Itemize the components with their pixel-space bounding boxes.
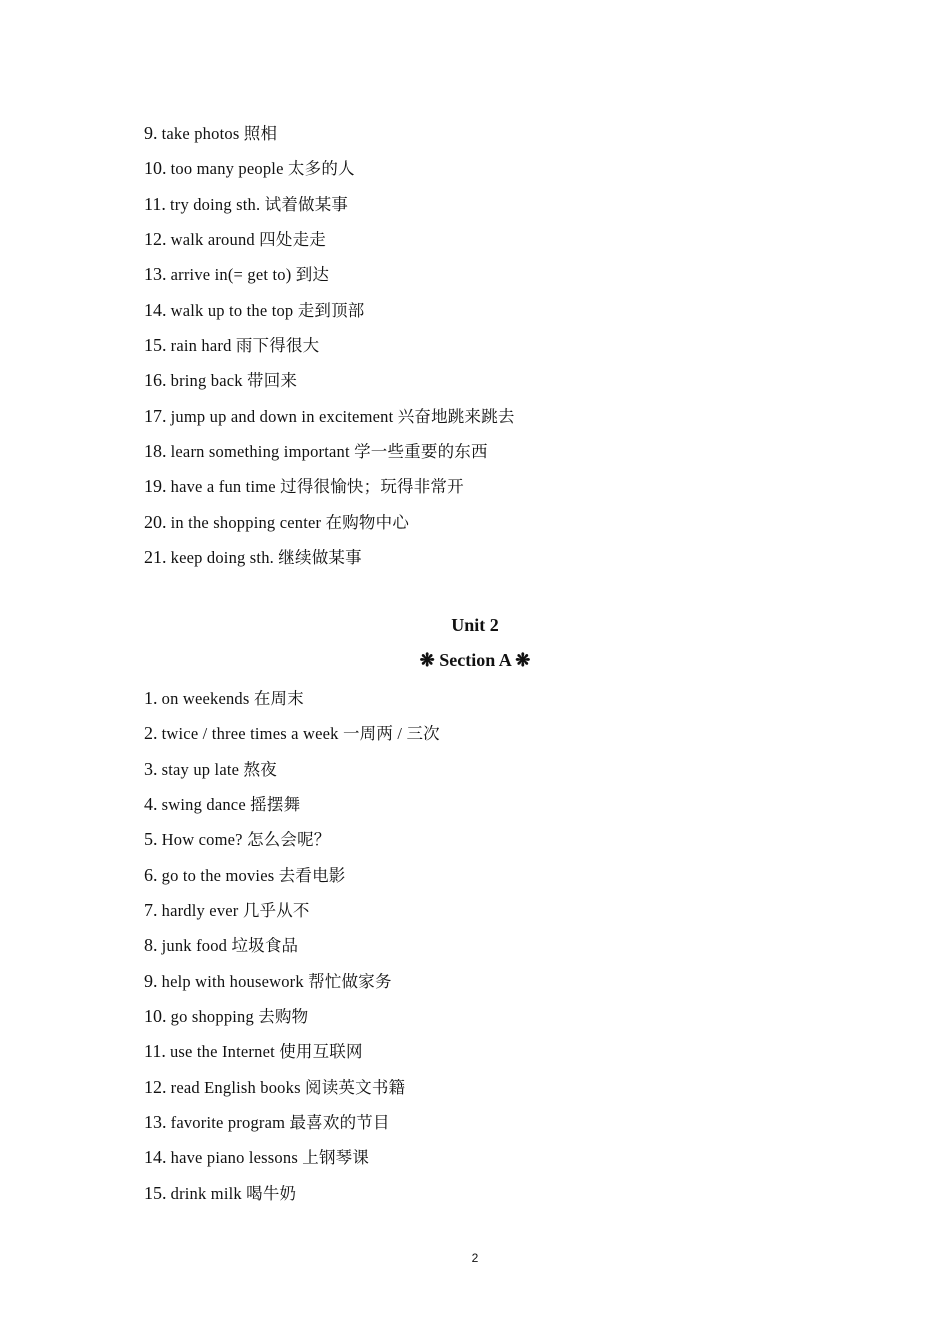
item-number: 12. bbox=[144, 229, 167, 250]
item-text: favorite program 最喜欢的节目 bbox=[170, 1113, 390, 1133]
list-item bbox=[144, 153, 844, 188]
item-text: rain hard 雨下得很大 bbox=[170, 336, 320, 356]
list-item bbox=[144, 789, 844, 824]
item-text: junk food 垃圾食品 bbox=[161, 936, 299, 956]
item-text: use the Internet 使用互联网 bbox=[169, 1042, 363, 1062]
item-number: 9. bbox=[144, 123, 158, 143]
item-text: swing dance 摇摆舞 bbox=[161, 795, 301, 815]
item-text: have a fun time 过得很愉快；玩得非常开 bbox=[170, 477, 464, 497]
phrase-list-unit-2-section-a bbox=[144, 683, 844, 1213]
item-number: 1. bbox=[144, 688, 158, 708]
item-text: have piano lessons 上钢琴课 bbox=[170, 1148, 370, 1168]
item-text: hardly ever 几乎从不 bbox=[161, 901, 310, 921]
section-title: ❋ Section A ❋ bbox=[419, 650, 531, 670]
item-number: 15. bbox=[144, 335, 167, 356]
item-number: 8. bbox=[144, 935, 158, 956]
item-number: 7. bbox=[144, 900, 158, 921]
item-number: 4. bbox=[144, 794, 158, 815]
list-item bbox=[144, 295, 844, 330]
list-item bbox=[144, 824, 844, 859]
item-number: 13. bbox=[144, 1112, 167, 1133]
list-item bbox=[144, 1036, 844, 1071]
item-number: 11. bbox=[144, 193, 166, 214]
item-number: 13. bbox=[144, 264, 167, 285]
item-text: walk up to the top 走到顶部 bbox=[170, 300, 365, 320]
item-number: 10. bbox=[144, 158, 167, 179]
list-item bbox=[144, 507, 844, 542]
list-item bbox=[144, 401, 844, 436]
item-text: go shopping 去购物 bbox=[170, 1007, 309, 1027]
item-number: 6. bbox=[144, 864, 158, 885]
list-item bbox=[144, 1001, 844, 1036]
page-number: 2 bbox=[471, 1251, 479, 1265]
list-item bbox=[144, 754, 844, 789]
item-number: 21. bbox=[144, 547, 167, 568]
item-number: 19. bbox=[144, 476, 167, 497]
item-text: try doing sth. 试着做某事 bbox=[169, 194, 349, 214]
list-item bbox=[144, 224, 844, 259]
item-number: 10. bbox=[144, 1006, 167, 1027]
item-number: 17. bbox=[144, 405, 167, 426]
item-number: 18. bbox=[144, 441, 167, 462]
item-text: keep doing sth. 继续做某事 bbox=[170, 548, 362, 568]
item-number: 5. bbox=[144, 829, 158, 850]
item-number: 12. bbox=[144, 1076, 167, 1097]
list-item bbox=[144, 683, 844, 718]
item-number: 3. bbox=[144, 758, 158, 779]
list-item bbox=[144, 1107, 844, 1142]
item-text: walk around 四处走走 bbox=[170, 230, 326, 250]
item-text: in the shopping center 在购物中心 bbox=[170, 512, 410, 532]
item-text: on weekends 在周末 bbox=[161, 689, 304, 708]
item-text: too many people 太多的人 bbox=[170, 159, 355, 179]
item-text: drink milk 喝牛奶 bbox=[170, 1183, 297, 1203]
list-item bbox=[144, 259, 844, 294]
list-item bbox=[144, 930, 844, 965]
item-text: bring back 带回来 bbox=[170, 371, 298, 391]
list-item bbox=[144, 118, 844, 153]
item-number: 2. bbox=[144, 723, 158, 744]
list-item bbox=[144, 1178, 844, 1213]
list-item bbox=[144, 895, 844, 930]
unit-title: Unit 2 bbox=[451, 615, 499, 635]
item-number: 11. bbox=[144, 1041, 166, 1062]
item-text: take photos 照相 bbox=[161, 124, 278, 143]
item-number: 15. bbox=[144, 1182, 167, 1203]
item-number: 14. bbox=[144, 299, 167, 320]
item-text: twice / three times a week 一周两 / 三次 bbox=[161, 724, 440, 744]
phrase-list-previous-unit bbox=[144, 118, 844, 577]
item-number: 9. bbox=[144, 970, 158, 991]
list-item bbox=[144, 189, 844, 224]
item-text: read English books 阅读英文书籍 bbox=[170, 1077, 406, 1097]
item-text: jump up and down in excitement 兴奋地跳来跳去 bbox=[170, 406, 515, 426]
item-text: arrive in(= get to) 到达 bbox=[170, 265, 330, 285]
item-text: stay up late 熬夜 bbox=[161, 759, 277, 779]
list-item bbox=[144, 718, 844, 753]
list-item bbox=[144, 330, 844, 365]
list-item bbox=[144, 860, 844, 895]
item-text: go to the movies 去看电影 bbox=[161, 865, 346, 885]
item-number: 16. bbox=[144, 370, 167, 391]
list-item bbox=[144, 436, 844, 471]
item-text: How come? 怎么会呢？ bbox=[161, 830, 331, 850]
list-item bbox=[144, 1072, 844, 1107]
item-text: help with housework 帮忙做家务 bbox=[161, 971, 392, 991]
item-text: learn something important 学一些重要的东西 bbox=[170, 442, 488, 462]
item-number: 20. bbox=[144, 511, 167, 532]
item-number: 14. bbox=[144, 1147, 167, 1168]
list-item bbox=[144, 1142, 844, 1177]
list-item bbox=[144, 365, 844, 400]
list-item bbox=[144, 471, 844, 506]
list-item bbox=[144, 542, 844, 577]
list-item bbox=[144, 966, 844, 1001]
